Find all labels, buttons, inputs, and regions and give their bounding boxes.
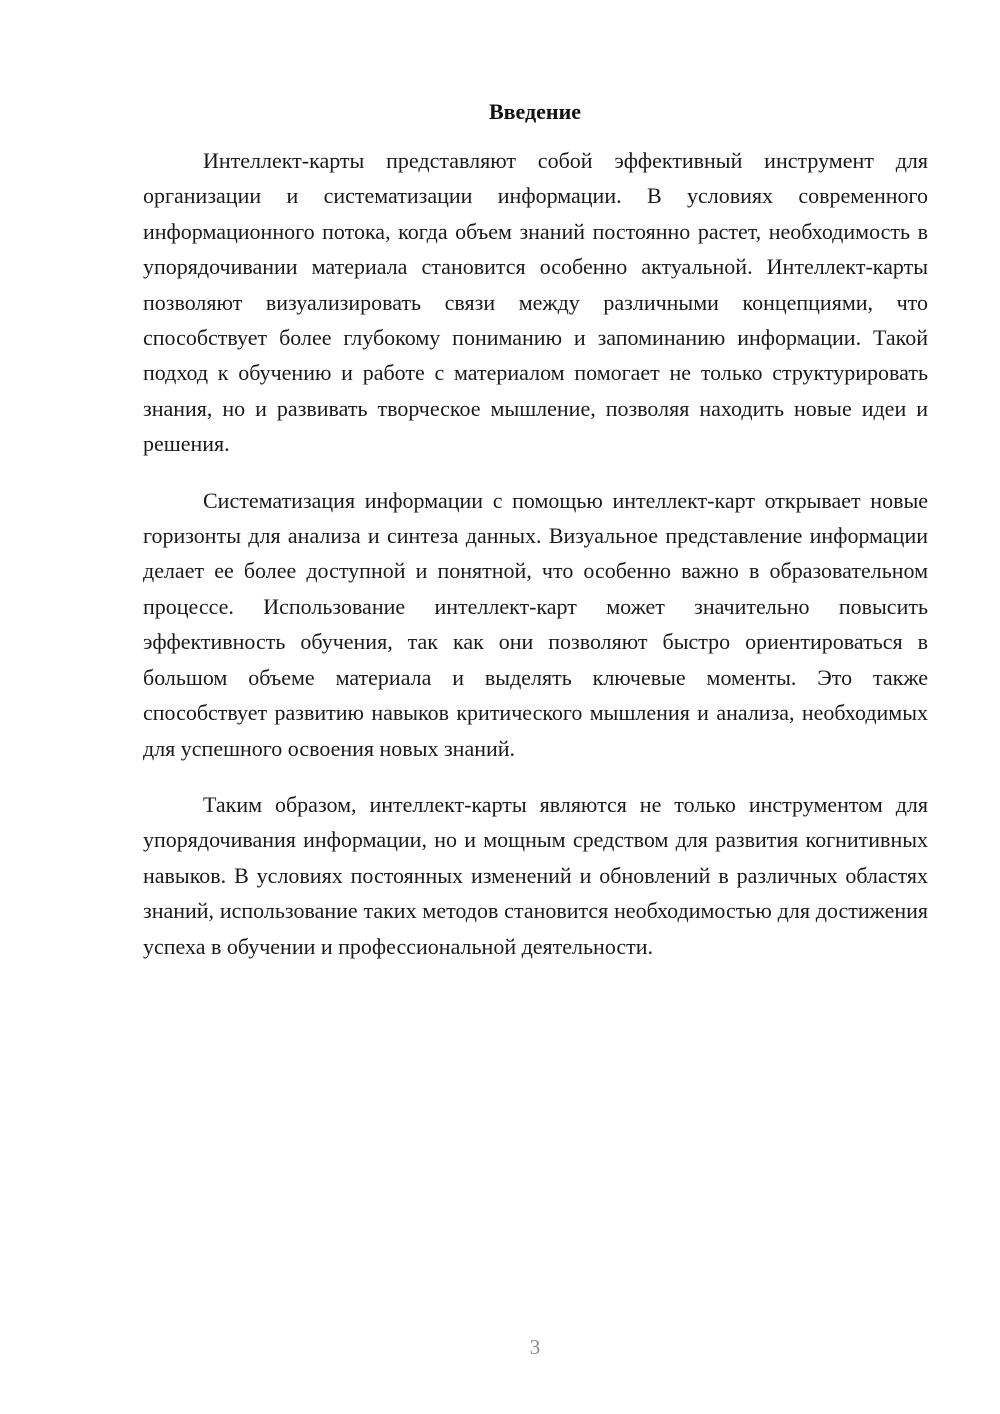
paragraph-1: Интеллект-карты представляют собой эффективный инструмент для организации и систематизации информации. В условиях современного информационного потока, когда объем знаний постоянно растет, необходимость в упорядочивании материала становится особенно актуальной. Интеллект-карты позволяют визуализировать связи между различными концепциями, что способствует более глубокому пониманию и запоминанию информации. Такой подход к обучению и работе с материалом помогает не только структурировать знания, но и развивать творческое мышление, позволяя находить новые идеи и решения. [143, 148, 928, 457]
paragraph-2: Систематизация информации с помощью интеллект-карт открывает новые горизонты для анализа и синтеза данных. Визуальное представление информации делает ее более доступной и понятной, что особенно важно в образовательном процессе. Использование интеллект-карт может значительно повысить эффективность обучения, так как они позволяют быстро ориентироваться в большом объеме материала и выделять ключевые моменты. Это также способствует развитию навыков критического мышления и анализа, необходимых для успешного освоения новых знаний. [143, 487, 928, 761]
paragraph-3: Таким образом, интеллект-карты являются не только инструментом для упорядочивания информации, но и мощным средством для развития когнитивных навыков. В условиях постоянных изменений и обновлений в различных областях знаний, использование таких методов становится необходимостью для достижения успеха в обучении и профессиональной деятельности. [143, 791, 928, 959]
body-text [143, 143, 928, 985]
section-heading: Введение [488, 99, 582, 124]
page-number: 3 [529, 1335, 541, 1359]
